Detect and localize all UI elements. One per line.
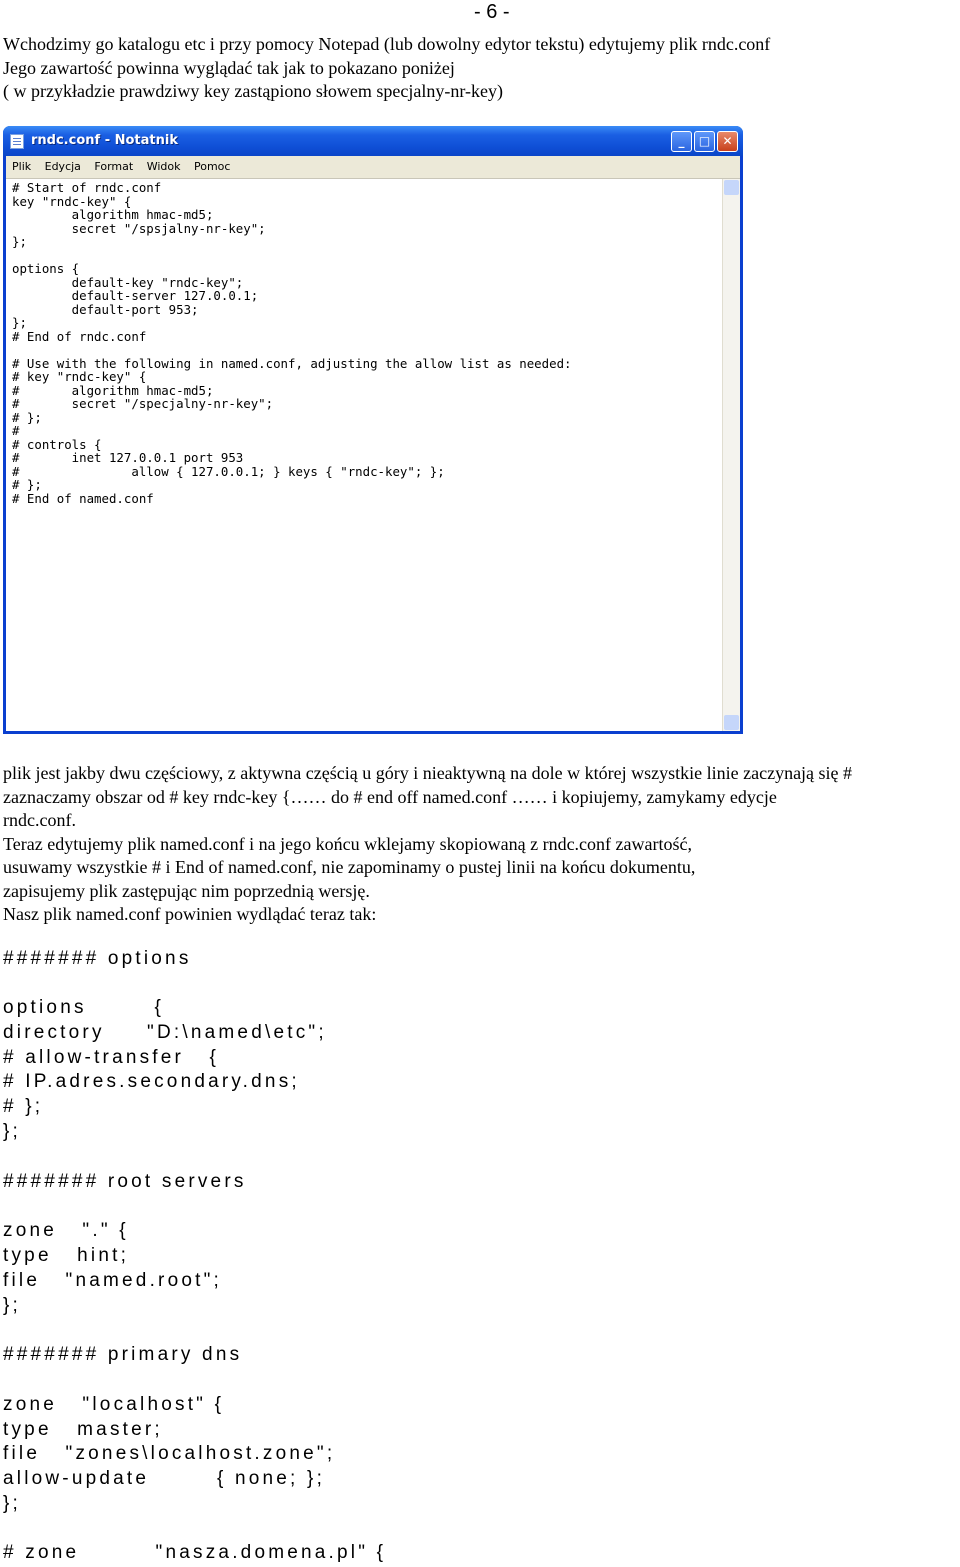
conf-line: file "zones\localhost.zone"; <box>3 1443 336 1464</box>
menu-pomoc[interactable]: Pomoc <box>193 160 231 173</box>
body-line: Teraz edytujemy plik named.conf i na jego końcu wklejamy skopiowaną z rndc.conf zawartość, <box>3 833 692 854</box>
vertical-scrollbar[interactable] <box>722 179 740 731</box>
conf-line: # allow-transfer { <box>3 1047 220 1068</box>
intro-line: ( w przykładzie prawdziwy key zastąpiono słowem specjalny-nr-key) <box>3 81 503 101</box>
title-bar[interactable] <box>3 126 743 156</box>
body-line: rndc.conf. <box>3 810 76 830</box>
body-line: plik jest jakby dwu częściowy, z aktywna częścią u góry i nieaktywną na dole w której wszystkie linie zaczynają się # <box>3 763 853 783</box>
conf-line: # zone "nasza.domena.pl" { <box>3 1542 387 1563</box>
conf-line: type hint; <box>3 1245 130 1266</box>
body-line: Nasz plik named.conf powinien wydlądać teraz tak: <box>3 904 377 924</box>
body-line: zaznaczamy obszar od # key rndc-key {…… do # end off named.conf …… i kopiujemy, zamykamy edycje <box>3 786 777 807</box>
notepad-window <box>3 126 743 734</box>
page-number: - 6 - <box>474 1 510 23</box>
conf-line: zone "." { <box>3 1220 129 1241</box>
maximize-button[interactable]: □ <box>694 131 715 152</box>
conf-line: # IP.adres.secondary.dns; <box>3 1071 300 1092</box>
menu-edycja[interactable]: Edycja <box>44 160 81 173</box>
conf-line: ####### root servers <box>3 1171 247 1192</box>
conf-line: ####### primary dns <box>3 1344 243 1365</box>
conf-line: }; <box>3 1295 22 1316</box>
conf-line: directory "D:\named\etc"; <box>3 1022 327 1043</box>
intro-line: Wchodzimy go katalogu etc i przy pomocy Notepad (lub dowolny edytor tekstu) edytujemy plik rndc.conf <box>3 34 771 54</box>
conf-line: type master; <box>3 1419 163 1440</box>
menu-bar <box>6 156 740 179</box>
notepad-icon <box>10 134 24 149</box>
menu-format[interactable]: Format <box>94 160 134 173</box>
menu-widok[interactable]: Widok <box>146 160 181 173</box>
menu-plik[interactable]: Plik <box>12 160 32 173</box>
editor-content: # Start of rndc.conf key "rndc-key" { algorithm hmac-md5; secret "/spsjalny-nr-key"; }; options { default-key "rndc-key"; default-server 127.0.0.1; default-port 953; }; # End of rndc.conf # Use with the following in named.conf, adjusting the allow list as needed: # key "rndc-key" { # algorithm hmac-md5; # secret "/specjalny-nr-key"; # }; # # controls { # inet 127.0.0.1 port 953 # allow { 127.0.0.1; } keys { "rndc-key"; }; # }; # End of named.conf <box>12 180 572 506</box>
conf-line: options { <box>3 997 165 1018</box>
conf-line: allow-update { none; }; <box>3 1468 326 1489</box>
text-editor[interactable] <box>6 179 740 731</box>
conf-line: # }; <box>3 1096 44 1117</box>
conf-line: }; <box>3 1121 22 1142</box>
body-line: usuwamy wszystkie # i End of named.conf, nie zapominamy o pustej linii na końcu dokumentu, <box>3 857 696 877</box>
close-button[interactable]: ✕ <box>717 131 738 152</box>
minimize-button[interactable]: _ <box>671 131 692 152</box>
instructions-text <box>3 762 958 927</box>
conf-line: }; <box>3 1493 22 1514</box>
conf-line: file "named.root"; <box>3 1270 223 1291</box>
intro-line: Jego zawartość powinna wyglądać tak jak to pokazano poniżej <box>3 57 455 78</box>
window-title: rndc.conf - Notatnik <box>31 133 178 148</box>
conf-line: zone "localhost" { <box>3 1394 225 1415</box>
intro-text <box>3 33 955 104</box>
body-line: zapisujemy plik zastępując nim poprzednią wersję. <box>3 880 370 901</box>
conf-line: ####### options <box>3 948 192 969</box>
